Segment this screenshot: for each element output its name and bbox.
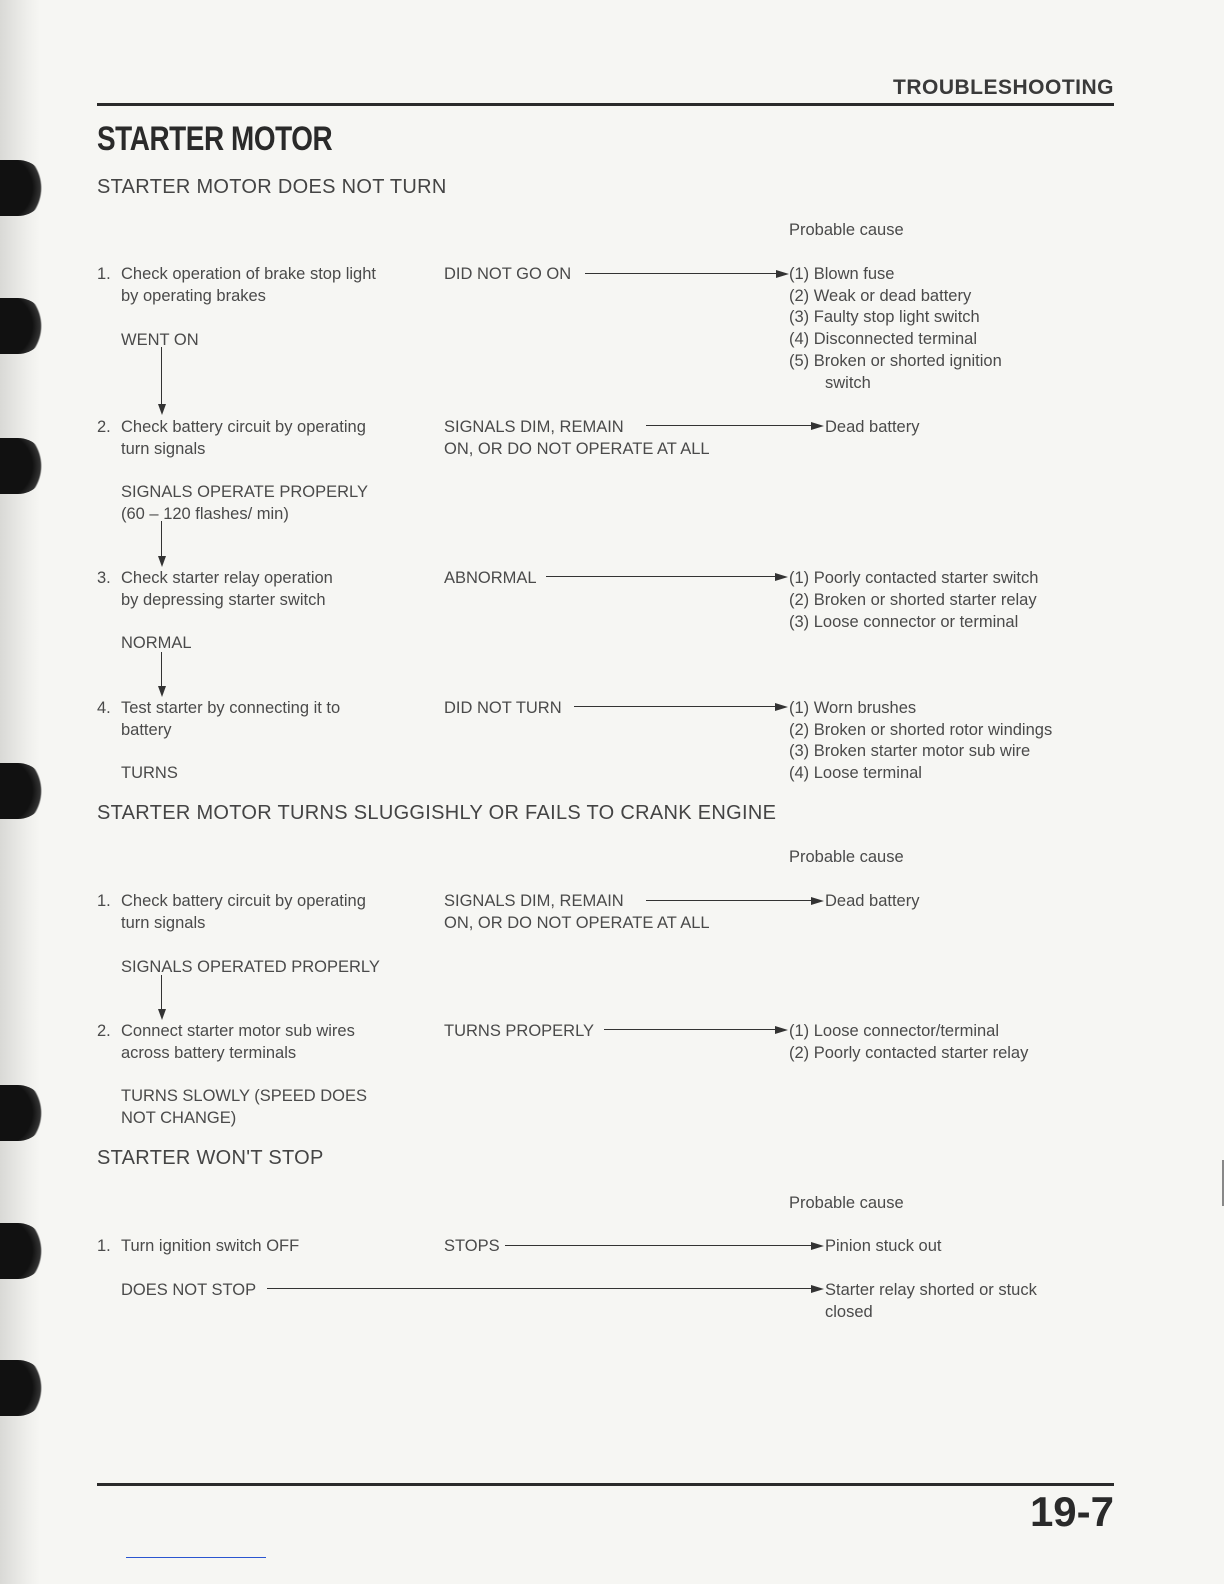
flow-line (161, 521, 162, 557)
cause-item: Dead battery (825, 418, 920, 436)
cause-item: closed (825, 1303, 873, 1321)
step-text: turn signals (121, 914, 206, 932)
arrow-line (604, 1029, 776, 1030)
pass-text: TURNS SLOWLY (SPEED DOES (121, 1087, 368, 1105)
pass-text: (60 – 120 flashes/ min) (121, 505, 289, 523)
step-text: Check operation of brake stop light (121, 265, 376, 283)
result-text: ABNORMAL (444, 569, 537, 587)
step-text: Check starter relay operation (121, 569, 333, 587)
cause-item: (3) Broken starter motor sub wire (789, 742, 1031, 760)
arrow-head (811, 1285, 824, 1293)
step-number: 1. (97, 892, 111, 910)
section-heading: STARTER WON'T STOP (97, 1147, 324, 1169)
arrow-head (776, 270, 789, 278)
pass-text: SIGNALS OPERATE PROPERLY (121, 483, 368, 501)
result-text: SIGNALS DIM, REMAIN (444, 892, 624, 910)
page-number: 19-7 (1029, 1488, 1114, 1535)
flow-arrow-head (158, 686, 166, 697)
step-number: 4. (97, 699, 111, 717)
arrow-head (775, 573, 788, 581)
flow-arrow-head (158, 404, 166, 415)
probable-cause-label: Probable cause (789, 221, 904, 239)
result-text: TURNS PROPERLY (444, 1022, 595, 1040)
step-number: 2. (97, 418, 111, 436)
result-text: STOPS (444, 1237, 500, 1255)
step-text: battery (121, 721, 172, 739)
cause-item: (3) Faulty stop light switch (789, 308, 980, 326)
step-text: by operating brakes (121, 287, 266, 305)
cause-item: Starter relay shorted or stuck (825, 1281, 1037, 1299)
flow-line (161, 975, 162, 1010)
pass-text: NOT CHANGE) (121, 1109, 237, 1127)
flow-arrow-head (158, 1009, 166, 1020)
pass-text: NORMAL (121, 634, 192, 652)
arrow-line (574, 706, 776, 707)
arrow-line (585, 273, 777, 274)
arrow-head (811, 897, 824, 905)
cause-item: (2) Broken or shorted starter relay (789, 591, 1037, 609)
scan-mark (126, 1557, 266, 1558)
step-text: Test starter by connecting it to (121, 699, 341, 717)
pass-text: TURNS (121, 764, 178, 782)
section-heading: STARTER MOTOR DOES NOT TURN (97, 176, 447, 198)
step-text: across battery terminals (121, 1044, 297, 1062)
result-text: ON, OR DO NOT OPERATE AT ALL (444, 914, 710, 932)
cause-item: (2) Weak or dead battery (789, 287, 972, 305)
arrow-line (646, 425, 812, 426)
cause-item: (3) Loose connector or terminal (789, 613, 1019, 631)
cause-item: (2) Poorly contacted starter relay (789, 1044, 1029, 1062)
cause-item: (5) Broken or shorted ignition (789, 352, 1002, 370)
cause-item: (1) Poorly contacted starter switch (789, 569, 1039, 587)
cause-item: (1) Loose connector/terminal (789, 1022, 1000, 1040)
arrow-line (267, 1288, 812, 1289)
result-text: DID NOT TURN (444, 699, 562, 717)
step-number: 1. (97, 1237, 111, 1255)
step-number: 2. (97, 1022, 111, 1040)
footer-rule (97, 1483, 1114, 1486)
result-text: DOES NOT STOP (121, 1281, 257, 1299)
pass-text: WENT ON (121, 331, 199, 349)
cause-item: (4) Disconnected terminal (789, 330, 977, 348)
step-number: 1. (97, 265, 111, 283)
pass-text: SIGNALS OPERATED PROPERLY (121, 958, 380, 976)
flow-arrow-head (158, 556, 166, 567)
step-text: Check battery circuit by operating (121, 892, 366, 910)
arrow-line (546, 576, 776, 577)
step-number: 3. (97, 569, 111, 587)
cause-item: switch (825, 374, 871, 392)
result-text: DID NOT GO ON (444, 265, 572, 283)
arrow-head (811, 422, 824, 430)
arrow-head (775, 1026, 788, 1034)
arrow-line (646, 900, 812, 901)
section-heading: STARTER MOTOR TURNS SLUGGISHLY OR FAILS TO CRANK ENGINE (97, 802, 777, 824)
result-text: SIGNALS DIM, REMAIN (444, 418, 624, 436)
arrow-head (811, 1242, 824, 1250)
cause-item: Dead battery (825, 892, 920, 910)
cause-item: (1) Worn brushes (789, 699, 917, 717)
probable-cause-label: Probable cause (789, 1194, 904, 1212)
flow-line (161, 652, 162, 687)
step-text: Connect starter motor sub wires (121, 1022, 355, 1040)
header-rule (97, 103, 1114, 106)
page-title: STARTER MOTOR (97, 120, 333, 158)
cause-item: (2) Broken or shorted rotor windings (789, 721, 1053, 739)
step-text: by depressing starter switch (121, 591, 326, 609)
arrow-line (505, 1245, 812, 1246)
cause-item: Pinion stuck out (825, 1237, 942, 1255)
cause-item: (1) Blown fuse (789, 265, 895, 283)
result-text: ON, OR DO NOT OPERATE AT ALL (444, 440, 710, 458)
step-text: turn signals (121, 440, 206, 458)
probable-cause-label: Probable cause (789, 848, 904, 866)
cause-item: (4) Loose terminal (789, 764, 922, 782)
step-text: Turn ignition switch OFF (121, 1237, 300, 1255)
arrow-head (775, 703, 788, 711)
flow-line (161, 347, 162, 405)
step-text: Check battery circuit by operating (121, 418, 366, 436)
section-header: TROUBLESHOOTING (893, 76, 1114, 99)
